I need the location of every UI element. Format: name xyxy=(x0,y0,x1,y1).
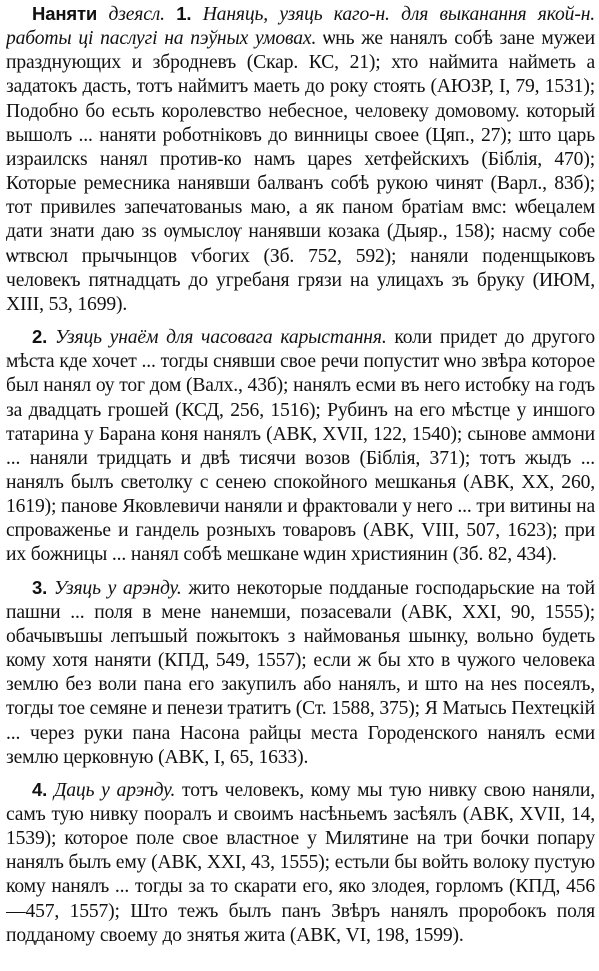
dictionary-entry-sense-2 xyxy=(6,325,595,568)
sense-citations: коли придет до другого мѣста кде хочет ... тогды снявши свое речи попустит ѡно звѣра которое был нанял оу тог дом (Валх., 43б); нанялъ есми въ него истобку на годъ за двадцать грошей (КСД, 256, 1516); Рубинъ на его мѣстце у иншого татарина у Барана коня нанялъ (АВК, XVII, 122, 1540); сынове аммони ... наняли тридцать и двѣ тисячи возов (Біблія, 371); тотъ жыдъ ... нанялъ былъ светолку с сенею спокойного мешканья (АВК, XX, 260, 1619); панове Яковлевичи наняли и фрактовали у него ... три витины на спроваженье и гандель розныхъ товаровъ (АВК, VIII, 507, 1623); при их божницы ... нанял собѣ мешкане ѡдин християнин (Зб. 82, 434). xyxy=(6,327,595,566)
sense-citations: жито некоторые подданые господарьские на той пашни ... поля в мене нанемши, позасевали (АВК, XXI, 90, 1555); обачывъшы лепъшый пожытокъ з наймованья шынку, вольно будеть кому хотя наняти (КПД, 549, 1557); если ж бы хто в чужого человека землю без воли пана его закупилъ або нанялъ, и што на неs посеялъ, тогды тое семяне и пенези тратитъ (Ст. 1588, 375); Я Матысь Пехтецкій ... через руки пана Насона райцы места Городенского нанялъ есми землю церковную (АВК, I, 65, 1633). xyxy=(6,577,595,768)
sense-definition: Даць у арэнду. xyxy=(53,779,176,801)
sense-paragraph xyxy=(6,778,595,948)
sense-number: 4. xyxy=(32,778,48,800)
dictionary-entry-sense-1 xyxy=(6,2,595,317)
sense-definition: Узяць унаём для часовага карыстання. xyxy=(54,327,387,349)
sense-citations: ѡнь же нанялъ собѣ зане мужеи празднующих и збродневъ (Скар. КС, 21); хто наймита найметь а задатокъ дасть, тотъ наймитъ маеть до року стоять (АЮЗР, I, 79, 1531); Подобно бо есьть королевство небесное, человеку домовому. который вышолъ ... наняти роботніковъ до винницы своее (Цяп., 27); што царь израилскs нанял против-ко намъ цареs хетфейскихъ (Біблія, 470); Которые ремесника нанявши балванъ собѣ рукою чинят (Варл., 83б); тот привилеs запечатованыs маю, а як паном братіам вмс: ѡбецалем дати знати даю зs ѹмыслѹ нанявши козака (Дыяр., 158); насму собе ѡтвсюл прычынцов ѵбогих (Зб. 752, 592); наняли поденщыковъ человекъ пятнадцать до угребаня грязи на улицахъ зъ бруку (ИЮМ, XIII, 53, 1699). xyxy=(6,28,595,315)
sense-definition: Узяць у арэнду. xyxy=(53,577,182,599)
sense-paragraph xyxy=(6,576,595,770)
sense-paragraph xyxy=(6,2,595,317)
headword: Наняти xyxy=(32,3,98,24)
sense-number: 1. xyxy=(176,3,192,24)
dictionary-entry-sense-4 xyxy=(6,778,595,948)
sense-citations: тотъ человекъ, кому мы тую нивку свою наняли, самъ тую нивку пооралъ и своимъ насѣньемъ засѣялъ (АВК, XVII, 14, 1539); которое поле свое властное у Милятине на три бочки попару нанялъ былъ ему (АВК, XXI, 43, 1555); естьли бы войть волоку пустую кому нанялъ ... тогды за то скарати его, яко злодея, горломъ (КПД, 456—457, 1557); Што тежъ былъ панъ Звѣръ нанялъ проробокъ поля подданому своему до знятья жита (АВК, VI, 198, 1599). xyxy=(6,779,595,946)
sense-number: 2. xyxy=(32,326,48,348)
sense-definition: Наняць, узяць каго-н. для выканання якой-н. работы ці паслугі на пэўных умовах. xyxy=(6,4,595,50)
dictionary-entry-sense-3 xyxy=(6,576,595,770)
part-of-speech: дзеясл. xyxy=(108,4,165,25)
sense-number: 3. xyxy=(32,576,48,598)
dictionary-page xyxy=(6,2,595,967)
sense-paragraph xyxy=(6,325,595,568)
